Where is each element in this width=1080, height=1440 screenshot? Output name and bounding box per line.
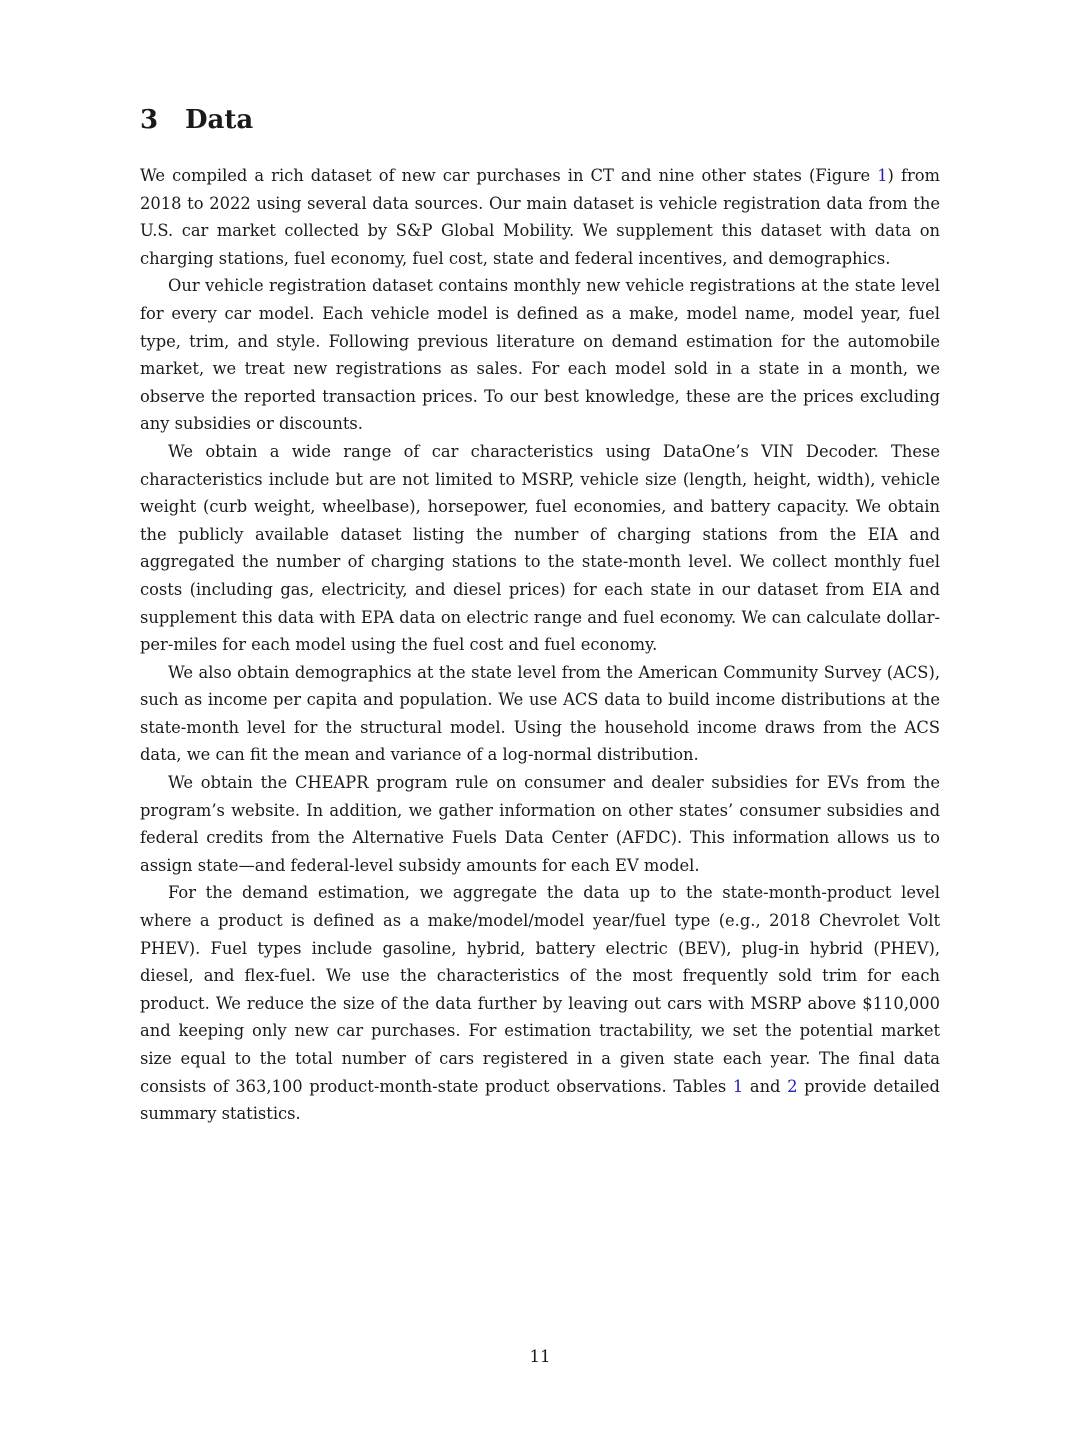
paragraph-car-characteristics: We obtain a wide range of car characteristics using DataOne’s VIN Decoder. These characteristics include but are not limited to MSRP, vehicle size (length, height, width), vehicle weight (curb weight, wheelbase), horsepower, fuel economies, and battery capacity. We obtain the publicly available dataset listing the number of charging stations from the EIA and aggregated the number of charging stations to the state-month level. We collect monthly fuel costs (including gas, electricity, and diesel prices) for each state in our dataset from EIA and supplement this data with EPA data on electric range and fuel economy. We can calculate dollar-per-miles for each model using the fuel cost and fuel economy. [140, 441, 940, 655]
figure-reference-link[interactable]: 1 [877, 166, 888, 185]
paragraph-text: provide detailed summary statistics. [140, 1076, 940, 1124]
paragraph-subsidies: We obtain the CHEAPR program rule on consumer and dealer subsidies for EVs from the program’s website. In addition, we gather information on other states’ consumer subsidies and federal credits from the Alternative Fuels Data Center (AFDC). This information allows us to assign state—and federal-level subsidy amounts for each EV model. [140, 773, 940, 875]
paragraph-registration-dataset: Our vehicle registration dataset contains monthly new vehicle registrations at the state level for every car model. Each vehicle model is defined as a make, model name, model year, fuel type, trim, and style. Following previous literature on demand estimation for the automobile market, we treat new registrations as sales. For each model sold in a state in a month, we observe the reported transaction prices. To our best knowledge, these are the prices excluding any subsidies or discounts. [140, 276, 940, 434]
section-number: 3 [140, 105, 159, 135]
section-heading [140, 100, 940, 140]
table-reference-link-1[interactable]: 1 [732, 1076, 744, 1096]
section-title: Data [185, 105, 254, 135]
paragraph-text: For the demand estimation, we aggregate the data up to the state-month-product level where a product is defined as a make/model/model year/fuel type (e.g., 2018 Chevrolet Volt PHEV). Fuel types include gasoline, hybrid, battery electric (BEV), plug-in hybrid (PHEV), diesel, and flex-fuel. We use the characteristics of the most frequently sold trim for each product. We reduce the size of the data further by leaving out cars with MSRP above $110,000 and keeping only new car purchases. For estimation tractability, we set the potential market size equal to the total number of cars registered in a given state each year. The final data consists of 363,100 product-month-state product observations. Tables [140, 883, 940, 1096]
paragraph-text: We compiled a rich dataset of new car purchases in CT and nine other states (Figure [140, 166, 878, 185]
page-number: 11 [529, 1347, 551, 1366]
paragraph-text: and [743, 1076, 788, 1096]
paper-page [140, 100, 940, 1128]
paragraph-text: ) from 2018 to 2022 using several data sources. Our main dataset is vehicle registration data from the U.S. car market collected by S&P Global Mobility. We supplement this dataset with data on charging stations, fuel economy, fuel cost, state and federal incentives, and demographics. [140, 166, 940, 268]
paragraph-demographics: We also obtain demographics at the state level from the American Community Survey (ACS), such as income per capita and population. We use ACS data to build income distributions at the state-month level for the structural model. Using the household income draws from the ACS data, we can fit the mean and variance of a log-normal distribution. [140, 662, 940, 765]
paragraph-demand-estimation [140, 879, 940, 1127]
table-reference-link-2[interactable]: 2 [787, 1076, 798, 1096]
paragraph-data-sources [140, 162, 940, 272]
